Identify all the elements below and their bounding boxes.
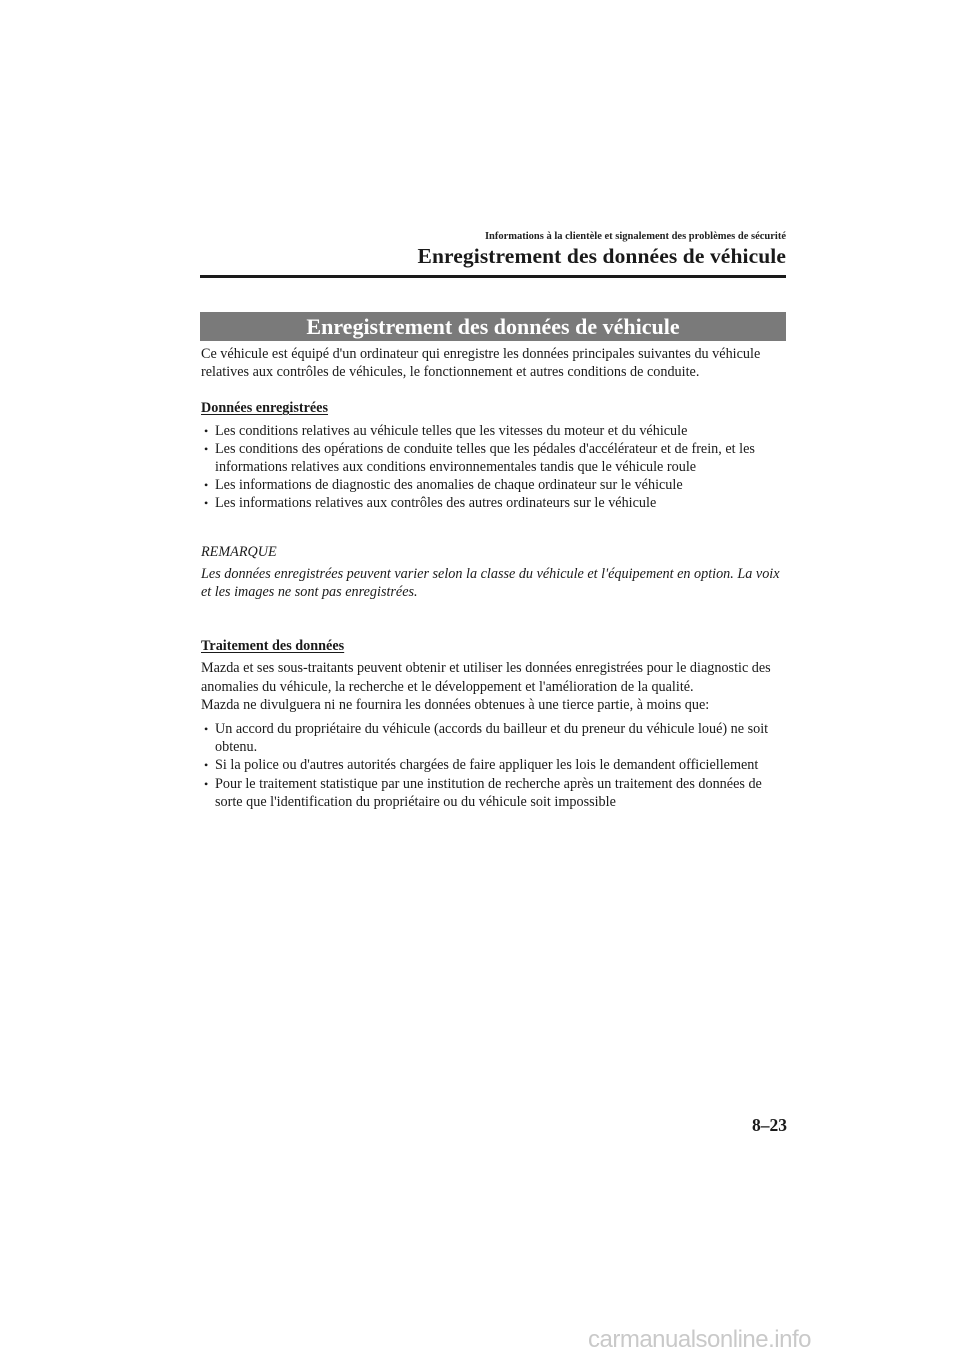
list-item: • Un accord du propriétaire du véhicule (accords du bailleur et du preneur du véhicule loué) ne soit obtenu. [204,721,769,756]
list-item: • Pour le traitement statistique par une institution de recherche après un traitement des données de sorte que l'identification du propriétaire ou du véhicule soit impossible [204,775,762,810]
disclosure-conditions-list [201,720,791,811]
note-body: Les données enregistrées peuvent varier selon la classe du véhicule et l'équipement en option. La voix et les images ne sont pas enregistrées. [201,565,780,601]
bullet-icon: • [204,496,209,511]
recorded-data-list [201,422,791,513]
bullet-icon: • [204,776,209,791]
watermark: carmanualsonline.info [588,1326,811,1353]
running-header-chapter: Informations à la clientèle et signalement des problèmes de sécurité [484,231,786,242]
list-item: • Si la police ou d'autres autorités chargées de faire appliquer les lois le demandent officiellement [204,757,759,774]
list-item: • Les informations relatives aux contrôles des autres ordinateurs sur le véhicule [204,495,657,512]
section-title-banner: Enregistrement des données de véhicule [200,312,786,341]
page-content [201,345,791,811]
bullet-icon: • [204,758,209,773]
list-item: • Les informations de diagnostic des anomalies de chaque ordinateur sur le véhicule [204,477,683,494]
bullet-icon: • [204,722,209,737]
list-item: • Les conditions relatives au véhicule telles que les vitesses du moteur et du véhicule [204,422,688,439]
recorded-data-heading: Données enregistrées [201,400,329,417]
bullet-icon: • [204,423,209,438]
data-processing-paragraph: Mazda et ses sous-traitants peuvent obtenir et utiliser les données enregistrées pour le diagnostic des anomalies du véhicule, la recherche et le développement et l'amélioration de la qualité. [201,660,771,695]
bullet-icon: • [204,478,209,493]
page-number: 8–23 [752,1115,787,1135]
data-processing-heading: Traitement des données [201,638,345,655]
bullet-icon: • [204,441,209,456]
header-rule [200,275,786,278]
intro-paragraph: Ce véhicule est équipé d'un ordinateur qui enregistre les données principales suivantes du véhicule relatives aux contrôles de véhicules, le fonctionnement et autres conditions de conduite. [201,346,761,381]
disclosure-paragraph: Mazda ne divulguera ni ne fournira les données obtenues à une tierce partie, à moins que: [201,696,710,713]
list-item: • Les conditions des opérations de conduite telles que les pédales d'accélérateur et de frein, et les informations relatives aux conditions environnementales tandis que le véhicule roule [204,440,755,476]
note-title: REMARQUE [201,543,277,560]
running-header-title: Enregistrement des données de véhicule [417,244,786,268]
